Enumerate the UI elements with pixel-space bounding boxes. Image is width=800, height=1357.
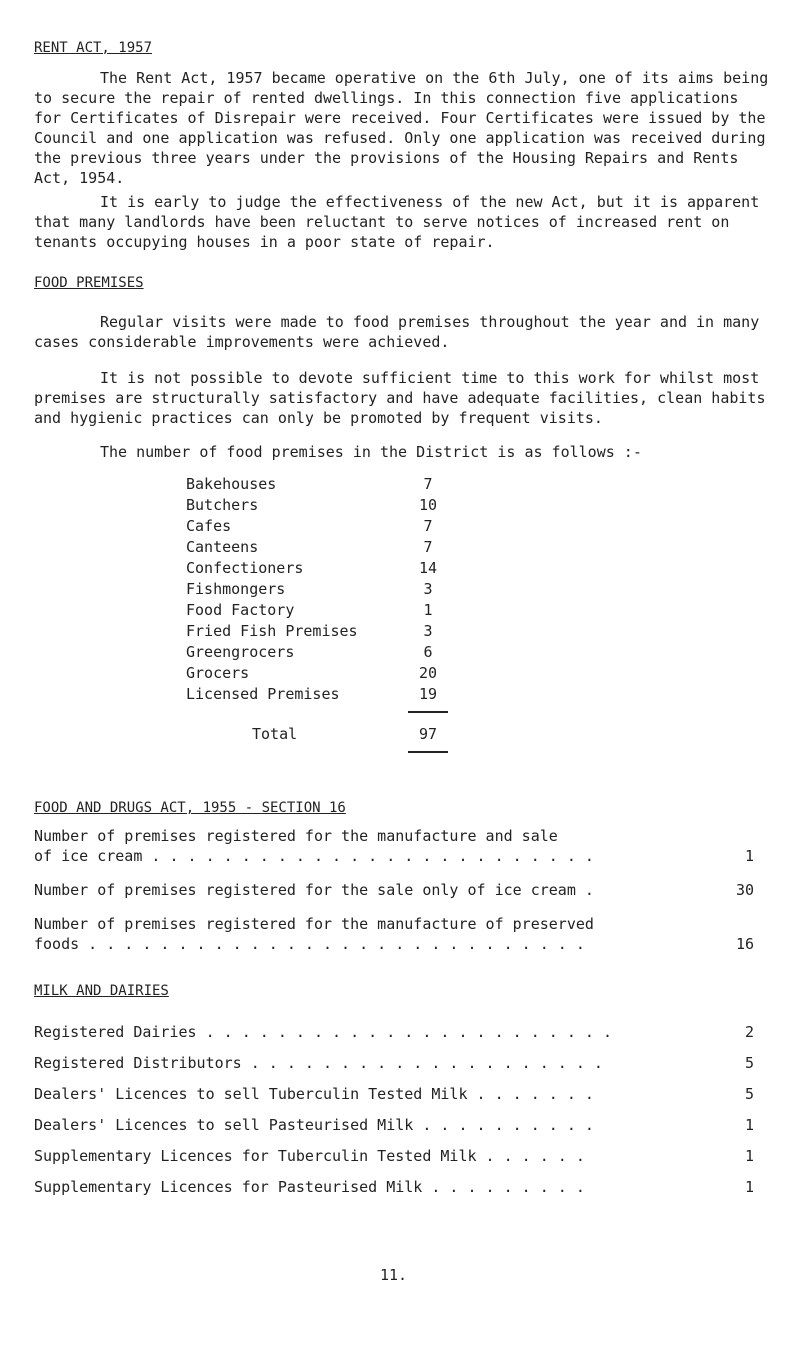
row-label: Supplementary Licences for Pasteurised Milk . . . . . . . . . (34, 1178, 585, 1196)
premises-count: 14 (418, 559, 438, 577)
premises-count: 1 (423, 601, 433, 619)
premises-label: Bakehouses (186, 475, 277, 493)
rent-act-heading: RENT ACT, 1957 (34, 40, 153, 56)
row-value: 30 (735, 881, 754, 899)
row-value: 16 (735, 935, 754, 953)
milk-row (34, 1054, 754, 1074)
food-premises-intro: The number of food premises in the District is as follows :- (100, 443, 642, 461)
row-label: Number of premises registered for the sale only of ice cream . (34, 881, 594, 899)
row-label: Dealers' Licences to sell Pasteurised Milk . . . . . . . . . . (34, 1116, 594, 1134)
premises-count: 7 (423, 475, 433, 493)
milk-row (34, 1023, 754, 1043)
row-label: Registered Dairies . . . . . . . . . . . . . . . . . . . . . . . (34, 1023, 612, 1041)
ice-cream-manufacture-row (34, 847, 754, 867)
total-rule-top (408, 711, 448, 713)
premises-label: Fried Fish Premises (186, 622, 358, 640)
premises-label: Canteens (186, 538, 259, 556)
milk-dairies-heading: MILK AND DAIRIES (34, 983, 169, 999)
total-rule-bottom (408, 751, 448, 753)
premises-label: Confectioners (186, 559, 304, 577)
food-premises-paragraph-2: It is not possible to devote sufficient time to this work for whilst most premises are structurally satisfactory and have adequate facilities, clean habits and hygienic practices can only be promoted by frequent visits. (34, 369, 775, 427)
premises-count: 20 (418, 664, 438, 682)
total-label: Total (252, 725, 298, 743)
food-premises-heading: FOOD PREMISES (34, 275, 144, 291)
row-label: Number of premises registered for the manufacture of preserved (34, 915, 594, 933)
preserved-foods-row-line1 (34, 915, 754, 935)
premises-label: Fishmongers (186, 580, 286, 598)
row-label: of ice cream . . . . . . . . . . . . . . . . . . . . . . . . . (34, 847, 594, 865)
premises-label: Food Factory (186, 601, 295, 619)
premises-label: Butchers (186, 496, 259, 514)
milk-row (34, 1147, 754, 1167)
row-value: 5 (744, 1054, 754, 1072)
rent-act-paragraph-2: It is early to judge the effectiveness of the new Act, but it is apparent that many landlords have been reluctant to serve notices of increased rent on tenants occupying houses in a poor state of repair. (34, 193, 769, 251)
premises-count: 7 (423, 538, 433, 556)
total-count: 97 (418, 725, 438, 743)
row-label: Dealers' Licences to sell Tuberculin Tested Milk . . . . . . . (34, 1085, 594, 1103)
page-number: 11. (380, 1266, 408, 1284)
food-drugs-heading: FOOD AND DRUGS ACT, 1955 - SECTION 16 (34, 800, 346, 816)
row-value: 1 (744, 1178, 754, 1196)
premises-count: 3 (423, 580, 433, 598)
premises-count: 6 (423, 643, 433, 661)
row-label: Registered Distributors . . . . . . . . . . . . . . . . . . . . (34, 1054, 603, 1072)
premises-count: 7 (423, 517, 433, 535)
row-value: 1 (744, 1116, 754, 1134)
premises-count: 19 (418, 685, 438, 703)
premises-count: 3 (423, 622, 433, 640)
rent-act-paragraph-1: The Rent Act, 1957 became operative on the 6th July, one of its aims being to secure the repair of rented dwellings. In this connection five applications for Certificates of Disrepair were received. Four Certificates were issued by the Council and one application was refused. Only one application was received during the previous three years under the provisions of the Housing Repairs and Rents Act, 1954. (34, 69, 778, 187)
row-label: Number of premises registered for the manufacture and sale (34, 827, 558, 845)
row-label: foods . . . . . . . . . . . . . . . . . . . . . . . . . . . . (34, 935, 585, 953)
preserved-foods-row (34, 935, 754, 955)
milk-row (34, 1116, 754, 1136)
premises-label: Licensed Premises (186, 685, 340, 703)
milk-row (34, 1178, 754, 1198)
ice-cream-manufacture-row-line1 (34, 827, 754, 847)
milk-row (34, 1085, 754, 1105)
row-label: Supplementary Licences for Tuberculin Tested Milk . . . . . . (34, 1147, 585, 1165)
premises-label: Greengrocers (186, 643, 295, 661)
premises-count: 10 (418, 496, 438, 514)
premises-label: Cafes (186, 517, 232, 535)
row-value: 1 (744, 1147, 754, 1165)
premises-label: Grocers (186, 664, 250, 682)
row-value: 5 (744, 1085, 754, 1103)
ice-cream-sale-row (34, 881, 754, 901)
food-premises-paragraph-1: Regular visits were made to food premises throughout the year and in many cases considerable improvements were achieved. (34, 313, 769, 351)
row-value: 2 (744, 1023, 754, 1041)
row-value: 1 (744, 847, 754, 865)
